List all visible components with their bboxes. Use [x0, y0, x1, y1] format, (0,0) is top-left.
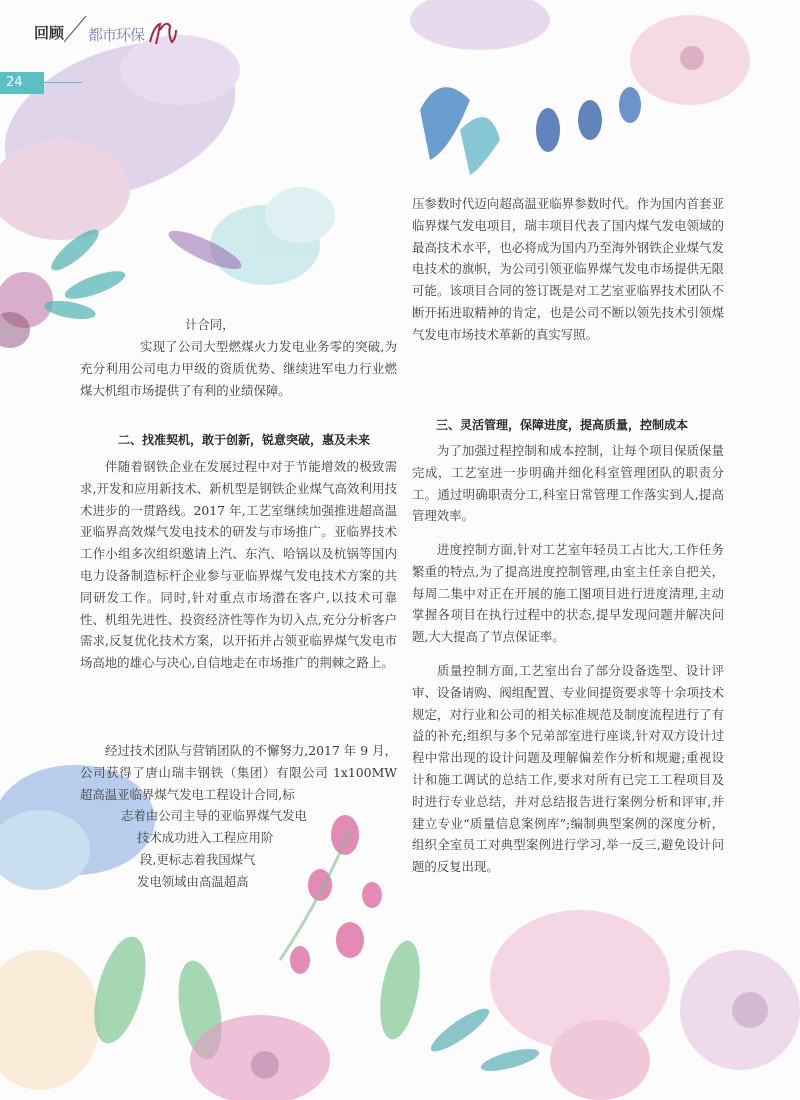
paragraph: 经过技术团队与营销团队的不懈努力,2017 年 9 月，公司获得了唐山瑞丰钢铁（集团）有限公司 1x100MW 超高温亚临界煤气发电工程设计合同,标 — [80, 743, 397, 802]
paragraph: 伴随着钢铁企业在发展过程中对于节能增效的极致需求,开发和应用新技术、新机型是钢铁企业煤气高效利用技术进步的一贯路线。2017 年,工艺室继续加强推进超高温亚临界高效煤气发电技术的研发与市场推广。亚临界技术工作小组多次组织邀请上汽、东汽、哈锅以及杭锅等国内电力设备制造标杆企业参与亚临界煤气发电技术方案的共同研发工作。同时,针对重点市场潜在客户,以技术可靠性、机组先进性、投资经济性等作为切入点,充分分析客户需求,反复优化技术方案，以开拓并占领亚临界煤气发电市场高地的雄心与决心,自信地走在市场推广的荆棘之路上。 — [80, 459, 397, 671]
paragraph: 为了加强过程控制和成本控制，让每个项目保质保量完成，工艺室进一步明确并细化科室管理团队的职责分工。通过明确职责分工,科室日常管理工作落实到人,提高管理效率。 — [412, 443, 724, 524]
paragraph: 实现了公司大型燃煤火力发电业务零的突破,为充分利用公司电力甲级的资质优势、继续进军电力行业燃煤大机组市场提供了有利的业绩保障。 — [80, 339, 397, 398]
page-number-rule — [44, 82, 82, 83]
section-heading: 二、找准契机，敢于创新，锐意突破，惠及未来 — [118, 433, 371, 447]
paragraph-line: 技术成功进入工程应用阶 — [137, 830, 274, 845]
magazine-logo-icon — [146, 16, 180, 50]
paragraph-line: 志着由公司主导的亚临界煤气发电 — [121, 808, 307, 823]
paragraph-fragment: 计合同， — [185, 317, 235, 332]
page-number: 24 — [0, 72, 44, 94]
paragraph-line: 段,更标志着我国煤气 — [140, 852, 256, 867]
paragraph-line: 发电领域由高温超高 — [137, 874, 249, 889]
paragraph: 质量控制方面,工艺室出台了部分设备选型、设计评审、设备请购、阀组配置、专业间提资要求等十余项技术规定，对行业和公司的相关标准规范及制度流程进行了有益的补充;组织与多个兄弟部室进行座谈,针对双方设计过程中常出现的设计问题及理解偏差作分析和规避;重视设计和施工调试的总结工作,要求对所有已完工工程项目及时进行专业总结，并对总结报告进行案例分析和评审,并建立专业“质量信息案例库”;编制典型案例的深度分析，组织全室员工对典型案例进行学习,举一反三,避免设计问题的反复出现。 — [412, 663, 724, 875]
divider-slash — [60, 14, 90, 44]
paragraph: 压参数时代迈向超高温亚临界参数时代。作为国内首套亚临界煤气发电项目，瑞丰项目代表了国内煤气发电领域的最高技术水平，也必将成为国内乃至海外钢铁企业煤气发电技术的旗帜，为公司引领亚临界煤气发电市场提供无限可能。该项目合同的签订既是对工艺室亚临界技术团队不断开拓进取精神的肯定，也是公司不断以领先技术引领煤气发电市场技术革新的真实写照。 — [412, 196, 724, 342]
section-title: 回顾 — [34, 24, 65, 42]
section-heading: 三、灵活管理，保障进度，提高质量，控制成本 — [436, 418, 689, 432]
magazine-name: 都市环保 — [88, 26, 145, 44]
paragraph: 进度控制方面,针对工艺室年轻员工占比大,工作任务繁重的特点,为了提高进度控制管理,由室主任亲自把关，每周二集中对正在开展的施工图项目进行进度清理,主动掌握各项目在执行过程中的状态,提早发现问题并解决问题,大大提高了节点保证率。 — [412, 542, 724, 645]
